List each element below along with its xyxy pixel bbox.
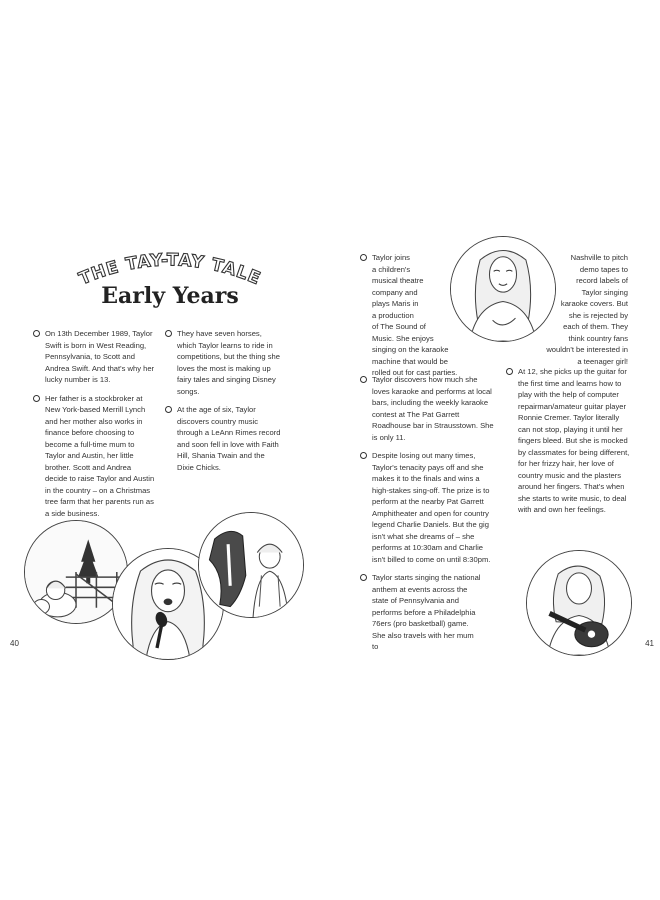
list-item: On 13th December 1989, Taylor Swift is born in West Reading, Pennsylvania, to Scott and Andrea Swift. And that's why her lucky number is 13. <box>33 328 155 386</box>
list-item: At 12, she picks up the guitar for the first time and learns how to play with the help of computer repairman/amateur guitar player Ronnie Cremer. Taylor literally can not stop, playing it until her fingers bleed. But she is mocked by classmates for being different, for her frizzy hair, her love of country music and the plasters around her fingers. That's when she starts to write music, to deal with and own her feelings. <box>506 366 632 516</box>
bullet-icon <box>33 330 40 337</box>
list-item: Taylor joins a children's musical theatre company and plays Maris in a production of The Sound of Music. She enjoys singing on the karaoke machine that would be rolled out for cast parties. <box>372 252 457 379</box>
bullet-icon <box>360 376 367 383</box>
list-item: Taylor starts singing the national anthem at events across the state of Pennsylvania and performs before a Philadelphia 76ers (pro basketball) game. She also travels with her mum to <box>360 572 482 653</box>
list-item: Her father is a stockbroker at New York-based Merrill Lynch and her mother also works in finance before choosing to become a full-time mum to Taylor and Austin, her little brother. Scott and Andrea decide to raise Taylor and Austin in the country – on a Christmas tree farm that her parents run as a side business. <box>33 393 155 520</box>
left-col-1 <box>33 328 155 526</box>
list-item: They have seven horses, which Taylor learns to ride in competitions, but the thing she loves the most is making up fairy tales and singing Disney songs. <box>165 328 283 397</box>
page-number-right: 41 <box>645 639 654 648</box>
right-page <box>330 0 660 900</box>
bullet-icon <box>165 406 172 413</box>
list-item: Despite losing out many times, Taylor's tenacity pays off and she makes it to the finals and wins a high-stakes sing-off. The prize is to perform at the nearby Pat Garrett Amphitheater and open for country legend Charlie Daniels. But the gig isn't what she dreams of – she performs at 10:30am and Charlie isn't billed to come on until 8:30pm. <box>360 450 496 565</box>
guitar-illustration <box>526 550 632 656</box>
bullet-icon <box>360 574 367 581</box>
page-title: Early Years <box>101 283 239 309</box>
heading-arc-text: THE TAY-TAY TALE <box>76 250 264 290</box>
bullet-icon <box>506 368 513 375</box>
bullet-icon <box>33 395 40 402</box>
right-col-top: Nashville to pitch demo tapes to record labels of Taylor singing karaoke covers. But she is rejected by each of them. They think country fans wouldn't be interested in a teenager girl! <box>546 253 628 366</box>
page-number-left: 40 <box>10 639 19 648</box>
list-item: At the age of six, Taylor discovers country music through a LeAnn Rimes record and soon fell in love with Faith Hill, Shania Twain and the Dixie Chicks. <box>165 404 283 473</box>
right-col-1 <box>360 374 496 660</box>
list-item: Taylor discovers how much she loves karaoke and performs at local bars, including the weekly karaoke contest at The Pat Garrett Roadhouse bar in Strausstown. She is only 11. <box>360 374 496 443</box>
horse-rider-illustration <box>198 512 304 618</box>
bullet-icon <box>360 452 367 459</box>
bullet-icon <box>165 330 172 337</box>
left-col-2 <box>165 328 283 480</box>
bullet-icon <box>360 254 367 261</box>
right-col-2 <box>506 366 632 523</box>
